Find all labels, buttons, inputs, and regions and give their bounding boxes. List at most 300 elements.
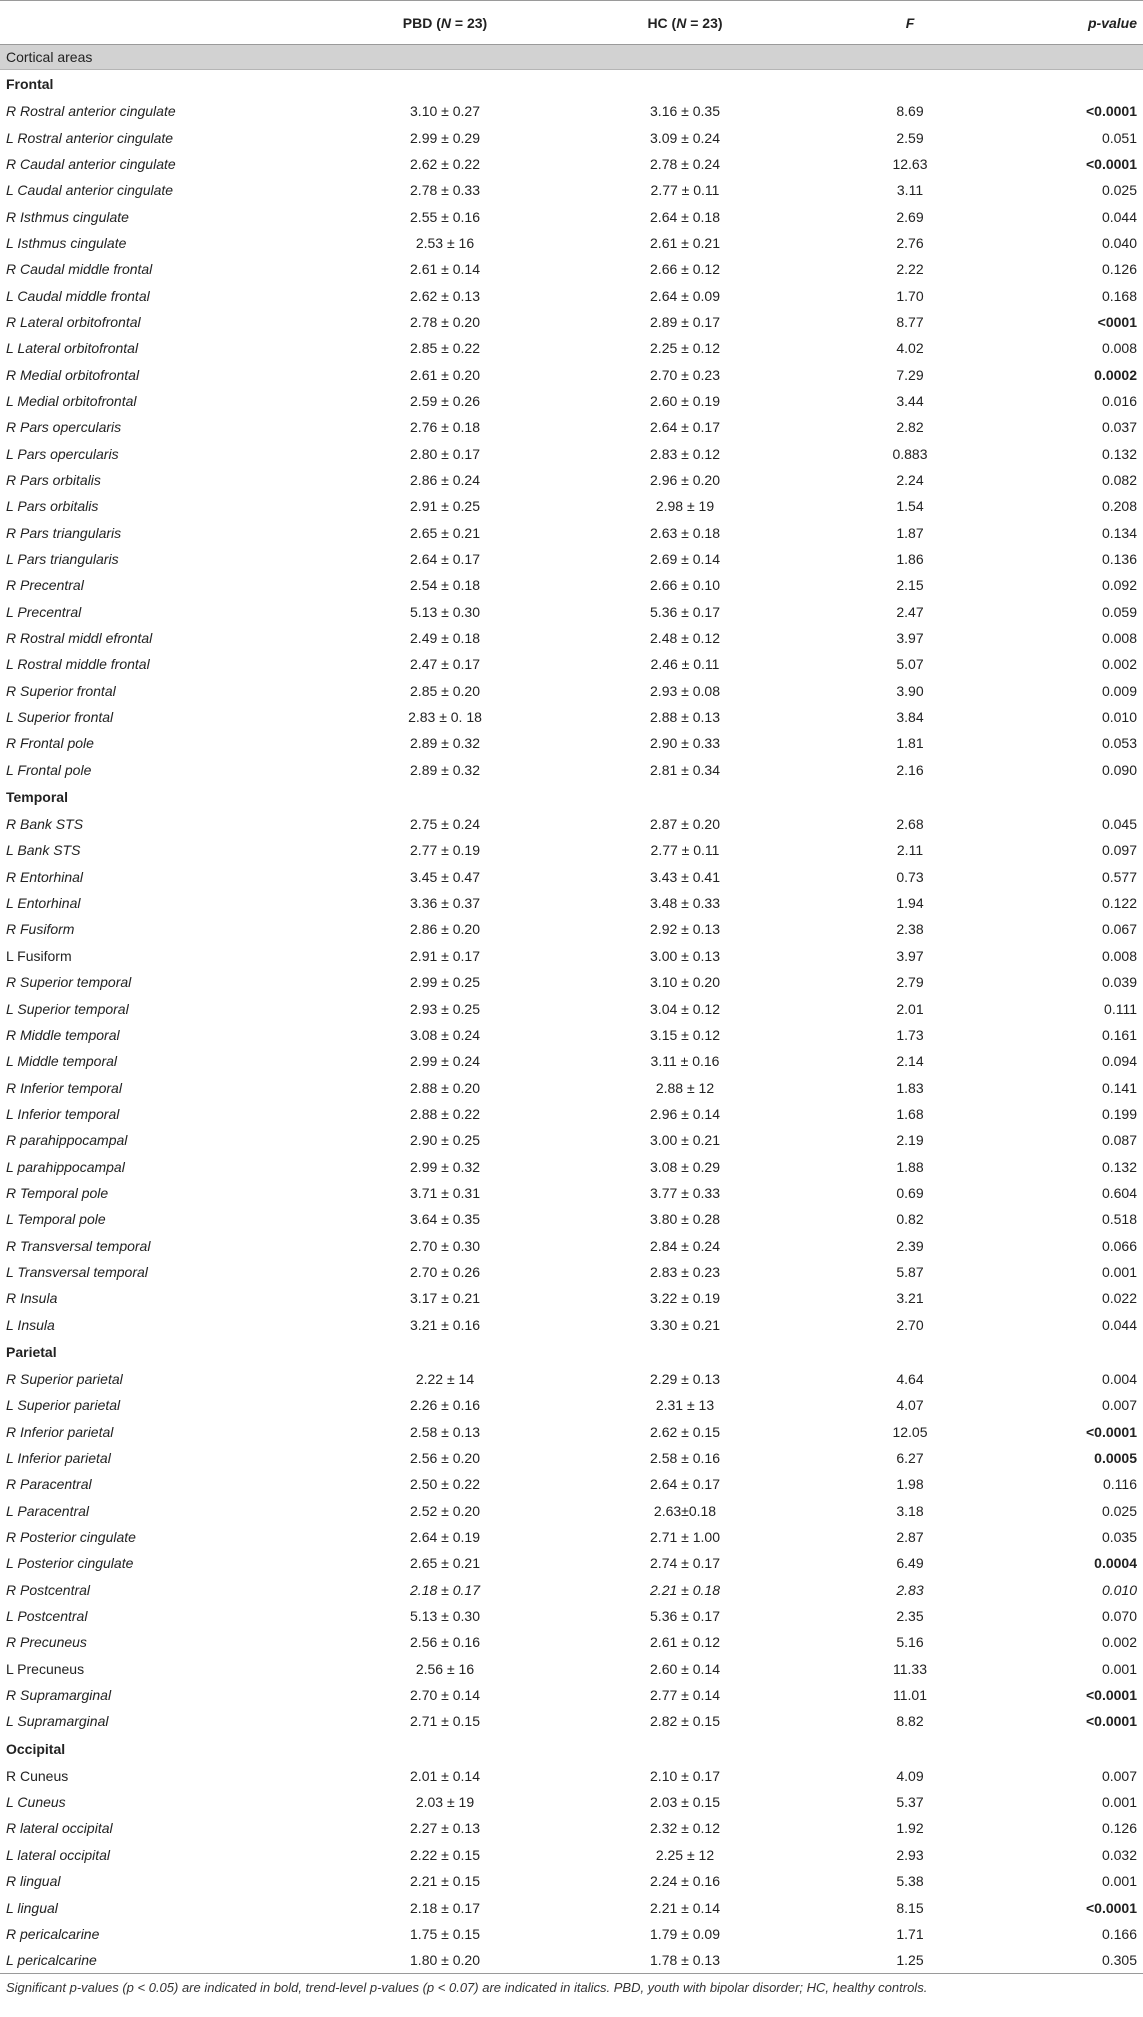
region-cell: L Supramarginal (6, 1713, 109, 1730)
f-cell: 2.59 (896, 129, 924, 146)
p-value-cell: 0.0005 (1094, 1450, 1137, 1467)
table-row (0, 467, 1143, 493)
f-cell: 1.71 (896, 1925, 924, 1942)
f-cell: 0.883 (892, 445, 928, 462)
hc-cell: 3.11 ± 0.16 (650, 1053, 720, 1070)
table-row (0, 1419, 1143, 1445)
hc-cell: 2.96 ± 0.14 (650, 1105, 720, 1122)
pbd-cell: 2.78 ± 0.33 (410, 182, 480, 199)
hc-cell: 2.77 ± 0.11 (650, 842, 720, 859)
hc-cell: 3.30 ± 0.21 (650, 1316, 720, 1333)
table-row (0, 651, 1143, 677)
hc-cell: 2.21 ± 0.18 (650, 1581, 720, 1598)
p-value-cell: 0.092 (1101, 577, 1137, 594)
p-value-cell: <0001 (1097, 313, 1137, 330)
f-cell: 2.15 (896, 577, 924, 594)
pbd-cell: 2.65 ± 0.21 (410, 1555, 480, 1572)
hc-cell: 2.77 ± 0.14 (650, 1687, 720, 1704)
hc-cell: 5.36 ± 0.17 (650, 603, 720, 620)
f-cell: 3.11 (896, 182, 924, 199)
region-cell: L Precentral (6, 603, 82, 620)
header-p-value: p-value (1010, 1, 1143, 45)
f-cell: 2.76 (896, 234, 924, 251)
region-cell: L Precuneus (6, 1660, 85, 1677)
table-row (0, 1206, 1143, 1232)
group-label: Temporal (6, 788, 68, 805)
table-row (0, 1392, 1143, 1418)
pbd-cell: 2.27 ± 0.13 (410, 1820, 480, 1837)
pbd-cell: 2.70 ± 0.26 (410, 1263, 480, 1280)
group-label: Parietal (6, 1343, 57, 1360)
table-row (0, 1259, 1143, 1285)
p-value-cell: 0.126 (1101, 261, 1137, 278)
table-row (0, 1153, 1143, 1179)
region-cell: L Insula (6, 1316, 55, 1333)
region-cell: L Superior frontal (6, 709, 114, 726)
f-cell: 3.97 (896, 947, 924, 964)
region-cell: L parahippocampal (6, 1158, 125, 1175)
table-row (0, 864, 1143, 890)
hc-cell: 2.64 ± 0.17 (650, 419, 720, 436)
region-cell: L Transversal temporal (6, 1263, 148, 1280)
p-value-cell: 0.087 (1101, 1132, 1137, 1149)
hc-cell: 2.66 ± 0.12 (650, 261, 720, 278)
f-cell: 5.38 (896, 1873, 924, 1890)
p-value-cell: 0.066 (1101, 1237, 1137, 1254)
group-label: Frontal (6, 76, 54, 92)
p-value-cell: 0.053 (1101, 735, 1137, 752)
hc-cell: 2.96 ± 0.20 (650, 471, 720, 488)
p-value-cell: 0.001 (1101, 1794, 1137, 1811)
pbd-cell: 2.91 ± 0.17 (410, 947, 480, 964)
region-cell: L Entorhinal (6, 895, 81, 912)
pbd-cell: 2.76 ± 0.18 (410, 419, 480, 436)
region-cell: L Pars orbitalis (6, 498, 99, 515)
table-row (0, 1894, 1143, 1920)
f-cell: 1.98 (896, 1476, 924, 1493)
region-cell: R Cuneus (6, 1767, 69, 1784)
f-cell: 2.24 (896, 471, 924, 488)
table-row (0, 1921, 1143, 1947)
hc-cell: 5.36 ± 0.17 (650, 1608, 720, 1625)
hc-cell: 2.88 ± 0.13 (650, 709, 720, 726)
f-cell: 1.87 (896, 524, 924, 541)
hc-cell: 2.98 ± 19 (655, 498, 715, 515)
p-value-cell: 0.126 (1101, 1820, 1137, 1837)
p-value-cell: 0.168 (1101, 287, 1137, 304)
hc-cell: 2.25 ± 0.12 (650, 340, 720, 357)
region-cell: R Temporal pole (6, 1184, 109, 1201)
hc-cell: 2.84 ± 0.24 (650, 1237, 720, 1254)
p-value-cell: 0.039 (1101, 974, 1137, 991)
hc-cell: 2.78 ± 0.24 (650, 155, 720, 172)
p-value-cell: 0.022 (1101, 1290, 1137, 1307)
f-cell: 8.15 (896, 1899, 924, 1916)
pbd-cell: 3.64 ± 0.35 (410, 1211, 480, 1228)
hc-cell: 2.60 ± 0.14 (650, 1660, 720, 1677)
table-row (0, 388, 1143, 414)
hc-cell: 3.00 ± 0.21 (650, 1132, 720, 1149)
pbd-cell: 2.56 ± 0.20 (410, 1450, 480, 1467)
f-cell: 2.70 (896, 1316, 924, 1333)
f-cell: 3.18 (896, 1502, 924, 1519)
table-row (0, 916, 1143, 942)
p-value-cell: 0.007 (1101, 1397, 1137, 1414)
p-value-cell: 0.067 (1101, 921, 1137, 938)
region-cell: L Postcentral (6, 1608, 88, 1625)
region-cell: L Isthmus cingulate (6, 234, 127, 251)
region-cell: L Inferior parietal (6, 1450, 111, 1467)
pbd-cell: 2.55 ± 0.16 (410, 208, 480, 225)
f-cell: 1.54 (896, 498, 924, 515)
f-cell: 5.16 (896, 1634, 924, 1651)
pbd-cell: 2.99 ± 0.24 (410, 1053, 480, 1070)
region-cell: R Fusiform (6, 921, 75, 938)
pbd-cell: 2.64 ± 0.19 (410, 1529, 480, 1546)
hc-cell: 3.00 ± 0.13 (650, 947, 720, 964)
f-cell: 2.35 (896, 1608, 924, 1625)
hc-cell: 2.82 ± 0.15 (650, 1713, 720, 1730)
f-cell: 3.90 (896, 682, 924, 699)
hc-cell: 2.62 ± 0.15 (650, 1423, 720, 1440)
region-cell: L Caudal middle frontal (6, 287, 150, 304)
pbd-cell: 1.75 ± 0.15 (410, 1925, 480, 1942)
region-cell: R Posterior cingulate (6, 1529, 136, 1546)
hc-cell: 2.29 ± 0.13 (650, 1370, 720, 1387)
region-cell: L Superior parietal (6, 1397, 121, 1414)
p-value-cell: 0.002 (1101, 1634, 1137, 1651)
p-value-cell: 0.016 (1101, 392, 1137, 409)
pbd-cell: 2.99 ± 0.25 (410, 974, 480, 991)
pbd-cell: 2.99 ± 0.29 (410, 129, 480, 146)
p-value-cell: 0.008 (1101, 947, 1137, 964)
hc-cell: 3.10 ± 0.20 (650, 974, 720, 991)
f-cell: 3.97 (896, 630, 924, 647)
p-value-cell: 0.045 (1101, 816, 1137, 833)
hc-cell: 2.48 ± 0.12 (650, 630, 720, 647)
f-cell: 12.63 (892, 155, 928, 172)
pbd-cell: 2.62 ± 0.13 (410, 287, 480, 304)
hc-cell: 2.61 ± 0.12 (650, 1634, 720, 1651)
f-cell: 2.16 (896, 761, 924, 778)
table-footnote: Significant p-values (p < 0.05) are indicated in bold, trend-level p-values (p < 0.07) are indicated in italics. PBD, youth with bipolar disorder; HC, healthy controls. (6, 1980, 928, 1996)
pbd-cell: 5.13 ± 0.30 (410, 603, 480, 620)
p-value-cell: 0.037 (1101, 419, 1137, 436)
region-cell: L Fusiform (6, 947, 72, 964)
region-cell: L Rostral middle frontal (6, 656, 150, 673)
region-cell: R Caudal anterior cingulate (6, 155, 176, 172)
region-cell: R Paracentral (6, 1476, 92, 1493)
f-cell: 1.70 (896, 287, 924, 304)
region-cell: R Pars orbitalis (6, 471, 101, 488)
f-cell: 2.22 (896, 261, 924, 278)
region-cell: R Entorhinal (6, 868, 84, 885)
hc-cell: 1.78 ± 0.13 (560, 1947, 810, 1974)
region-cell: R Rostral middl efrontal (6, 630, 153, 647)
region-cell: R lateral occipital (6, 1820, 113, 1837)
hc-cell: 3.15 ± 0.12 (650, 1026, 720, 1043)
region-cell: R Bank STS (6, 816, 84, 833)
table-row (0, 1763, 1143, 1789)
f-cell: 11.33 (893, 1660, 927, 1677)
p-value-cell: 0.604 (1101, 1184, 1137, 1201)
table-row (0, 1498, 1143, 1524)
region-cell: L lateral occipital (6, 1846, 111, 1863)
table-row (0, 1842, 1143, 1868)
pbd-cell: 2.99 ± 0.32 (410, 1158, 480, 1175)
pbd-cell: 2.56 ± 16 (415, 1660, 475, 1677)
hc-cell: 2.90 ± 0.33 (650, 735, 720, 752)
section-row (0, 45, 1143, 70)
p-value-cell: 0.004 (1101, 1370, 1137, 1387)
p-value-cell: <0.0001 (1086, 1713, 1137, 1730)
region-cell: R Lateral orbitofrontal (6, 313, 141, 330)
table-row (0, 1471, 1143, 1497)
f-cell: 6.49 (896, 1555, 924, 1572)
f-cell: 8.82 (896, 1713, 924, 1730)
p-value-cell: 0.082 (1101, 471, 1137, 488)
p-value-cell: 0.136 (1101, 551, 1137, 568)
hc-cell: 2.69 ± 0.14 (650, 551, 720, 568)
p-value-cell: 0.199 (1101, 1105, 1137, 1122)
f-cell: 2.14 (896, 1053, 924, 1070)
f-cell: 2.83 (896, 1581, 924, 1598)
f-cell: 1.81 (896, 735, 924, 752)
pbd-cell: 2.88 ± 0.20 (410, 1079, 480, 1096)
f-cell: 2.69 (896, 208, 924, 225)
p-value-cell: 0.025 (1101, 182, 1137, 199)
group-row (0, 1735, 1143, 1763)
p-value-cell: 0.141 (1101, 1079, 1137, 1096)
p-value-cell: 0.001 (1101, 1660, 1137, 1677)
f-cell: 1.94 (896, 895, 924, 912)
f-cell: 2.39 (896, 1237, 924, 1254)
pbd-cell: 2.80 ± 0.17 (410, 445, 480, 462)
table-row (0, 704, 1143, 730)
pbd-cell: 2.52 ± 0.20 (410, 1502, 480, 1519)
pbd-cell: 3.45 ± 0.47 (410, 868, 480, 885)
p-value-cell: 0.032 (1101, 1846, 1137, 1863)
p-value-cell: 0.161 (1101, 1026, 1137, 1043)
table-row (0, 1815, 1143, 1841)
region-cell: R Middle temporal (6, 1026, 120, 1043)
pbd-cell: 2.53 ± 16 (415, 234, 475, 251)
region-cell: L Paracentral (6, 1502, 90, 1519)
p-value-cell: 0.008 (1101, 630, 1137, 647)
pbd-cell: 1.80 ± 0.20 (330, 1947, 560, 1974)
pbd-cell: 2.26 ± 0.16 (410, 1397, 480, 1414)
pbd-cell: 2.22 ± 0.15 (410, 1846, 480, 1863)
p-value-cell: 0.166 (1101, 1925, 1137, 1942)
region-cell: L Inferior temporal (6, 1105, 120, 1122)
table-row (0, 1577, 1143, 1603)
table-row (0, 837, 1143, 863)
group-label: Occipital (6, 1740, 66, 1757)
region-cell: R Insula (6, 1290, 58, 1307)
f-cell: 4.02 (896, 340, 924, 357)
table-row (0, 1603, 1143, 1629)
hc-cell: 2.25 ± 12 (655, 1846, 715, 1863)
f-cell: 0.69 (896, 1184, 924, 1201)
p-value-cell: 0.040 (1101, 234, 1137, 251)
p-value-cell: 0.134 (1101, 524, 1137, 541)
pbd-cell: 2.70 ± 0.14 (410, 1687, 480, 1704)
table-row (0, 1074, 1143, 1100)
region-cell: R parahippocampal (6, 1132, 128, 1149)
region-cell: L Lateral orbitofrontal (6, 340, 139, 357)
p-value-cell: <0.0001 (1086, 1687, 1137, 1704)
p-value-cell: 0.0004 (1094, 1555, 1137, 1572)
hc-cell: 2.64 ± 0.09 (650, 287, 720, 304)
region-cell: R Superior temporal (6, 974, 132, 991)
pbd-cell: 2.22 ± 14 (415, 1370, 475, 1387)
region-cell: L Superior temporal (6, 1000, 129, 1017)
p-value-cell: 0.007 (1101, 1767, 1137, 1784)
p-value-cell: 0.132 (1101, 1158, 1137, 1175)
header-hc: HC (N = 23) (560, 1, 810, 45)
hc-cell: 3.80 ± 0.28 (650, 1211, 720, 1228)
table-row (0, 124, 1143, 150)
hc-cell: 2.71 ± 1.00 (650, 1529, 720, 1546)
f-cell: 1.73 (896, 1026, 924, 1043)
hc-cell: 2.60 ± 0.19 (650, 392, 720, 409)
f-cell: 12.05 (892, 1423, 928, 1440)
region-cell: L Medial orbitofrontal (6, 392, 137, 409)
f-cell: 1.25 (810, 1947, 1010, 1974)
pbd-cell: 2.93 ± 0.25 (410, 1000, 480, 1017)
pbd-cell: 2.70 ± 0.30 (410, 1237, 480, 1254)
table-row (0, 599, 1143, 625)
pbd-cell: 2.65 ± 0.21 (410, 524, 480, 541)
f-cell: 2.11 (896, 842, 924, 859)
f-cell: 8.69 (896, 103, 924, 120)
region-cell: R Precentral (6, 577, 84, 594)
table-row (0, 1101, 1143, 1127)
hc-cell: 2.63 ± 0.18 (650, 524, 720, 541)
pbd-cell: 2.91 ± 0.25 (410, 498, 480, 515)
pbd-cell: 2.85 ± 0.22 (410, 340, 480, 357)
table-body (0, 45, 1143, 1974)
f-cell: 1.86 (896, 551, 924, 568)
p-value-cell: 0.208 (1101, 498, 1137, 515)
f-cell: 3.21 (896, 1290, 924, 1307)
p-value-cell: 0.0002 (1094, 366, 1137, 383)
p-value-cell: 0.116 (1103, 1476, 1137, 1493)
table-row (0, 520, 1143, 546)
region-cell: R Medial orbitofrontal (6, 366, 140, 383)
region-cell: L Caudal anterior cingulate (6, 182, 174, 199)
p-value-cell: 0.305 (1010, 1947, 1143, 1974)
table-row (0, 309, 1143, 335)
p-value-cell: 0.094 (1101, 1053, 1137, 1070)
p-value-cell: 0.518 (1101, 1211, 1137, 1228)
hc-cell: 3.08 ± 0.29 (650, 1158, 720, 1175)
table-row (0, 969, 1143, 995)
p-value-cell: 0.044 (1101, 1316, 1137, 1333)
p-value-cell: 0.122 (1101, 895, 1137, 912)
p-value-cell: <0.0001 (1086, 155, 1137, 172)
table-row (0, 440, 1143, 466)
table-row (0, 995, 1143, 1021)
f-cell: 2.87 (896, 1529, 924, 1546)
section-label: Cortical areas (0, 45, 1143, 70)
table-row (0, 730, 1143, 756)
table-row (0, 1285, 1143, 1311)
f-cell: 2.01 (896, 1000, 924, 1017)
table-row (0, 890, 1143, 916)
region-cell: R Supramarginal (6, 1687, 112, 1704)
f-cell: 1.92 (896, 1820, 924, 1837)
pbd-cell: 2.18 ± 0.17 (410, 1899, 480, 1916)
pbd-cell: 3.21 ± 0.16 (410, 1316, 480, 1333)
pbd-cell: 2.86 ± 0.24 (410, 471, 480, 488)
table-row (0, 1180, 1143, 1206)
pbd-cell: 2.03 ± 19 (415, 1794, 475, 1811)
p-value-cell: 0.035 (1101, 1529, 1137, 1546)
table-row (0, 572, 1143, 598)
table-row (0, 1022, 1143, 1048)
pbd-cell: 2.89 ± 0.32 (410, 761, 480, 778)
table-row (0, 1708, 1143, 1734)
region-cell: R Rostral anterior cingulate (6, 103, 176, 120)
hc-cell: 2.63±0.18 (653, 1502, 717, 1519)
p-value-cell: 0.070 (1101, 1608, 1137, 1625)
hc-cell: 2.83 ± 0.12 (650, 445, 720, 462)
hc-cell: 2.64 ± 0.17 (650, 1476, 720, 1493)
table-row (0, 1445, 1143, 1471)
hc-cell: 2.58 ± 0.16 (650, 1450, 720, 1467)
hc-cell: 2.64 ± 0.18 (650, 208, 720, 225)
table-row (0, 1366, 1143, 1392)
region-cell: R Isthmus cingulate (6, 208, 129, 225)
table-row (0, 177, 1143, 203)
pbd-cell: 5.13 ± 0.30 (410, 1608, 480, 1625)
table-row (0, 1947, 1143, 1974)
hc-cell: 3.04 ± 0.12 (650, 1000, 720, 1017)
f-cell: 4.07 (896, 1397, 924, 1414)
hc-cell: 2.70 ± 0.23 (650, 366, 720, 383)
hc-cell: 2.61 ± 0.21 (650, 234, 720, 251)
region-cell: R Inferior temporal (6, 1079, 122, 1096)
f-cell: 0.82 (896, 1211, 924, 1228)
region-cell: R Precuneus (6, 1634, 87, 1651)
pbd-cell: 2.58 ± 0.13 (410, 1423, 480, 1440)
hc-cell: 2.87 ± 0.20 (650, 816, 720, 833)
region-cell: L Posterior cingulate (6, 1555, 134, 1572)
region-cell: R Superior parietal (6, 1370, 123, 1387)
table-row (0, 1127, 1143, 1153)
region-cell: L Pars triangularis (6, 551, 119, 568)
hc-cell: 2.46 ± 0.11 (650, 656, 720, 673)
hc-cell: 3.22 ± 0.19 (650, 1290, 720, 1307)
f-cell: 6.27 (896, 1450, 924, 1467)
pbd-cell: 2.50 ± 0.22 (410, 1476, 480, 1493)
table-row (0, 414, 1143, 440)
pbd-cell: 3.08 ± 0.24 (410, 1026, 480, 1043)
p-value-cell: 0.008 (1101, 340, 1137, 357)
pbd-cell: 2.61 ± 0.14 (410, 261, 480, 278)
table-row (0, 757, 1143, 783)
hc-cell: 2.93 ± 0.08 (650, 682, 720, 699)
table-row (0, 678, 1143, 704)
p-value-cell: 0.025 (1101, 1502, 1137, 1519)
hc-cell: 2.66 ± 0.10 (650, 577, 720, 594)
table-row (0, 1682, 1143, 1708)
table-row (0, 1232, 1143, 1258)
hc-cell: 3.43 ± 0.41 (650, 868, 720, 885)
table-row (0, 335, 1143, 361)
table-row (0, 1524, 1143, 1550)
